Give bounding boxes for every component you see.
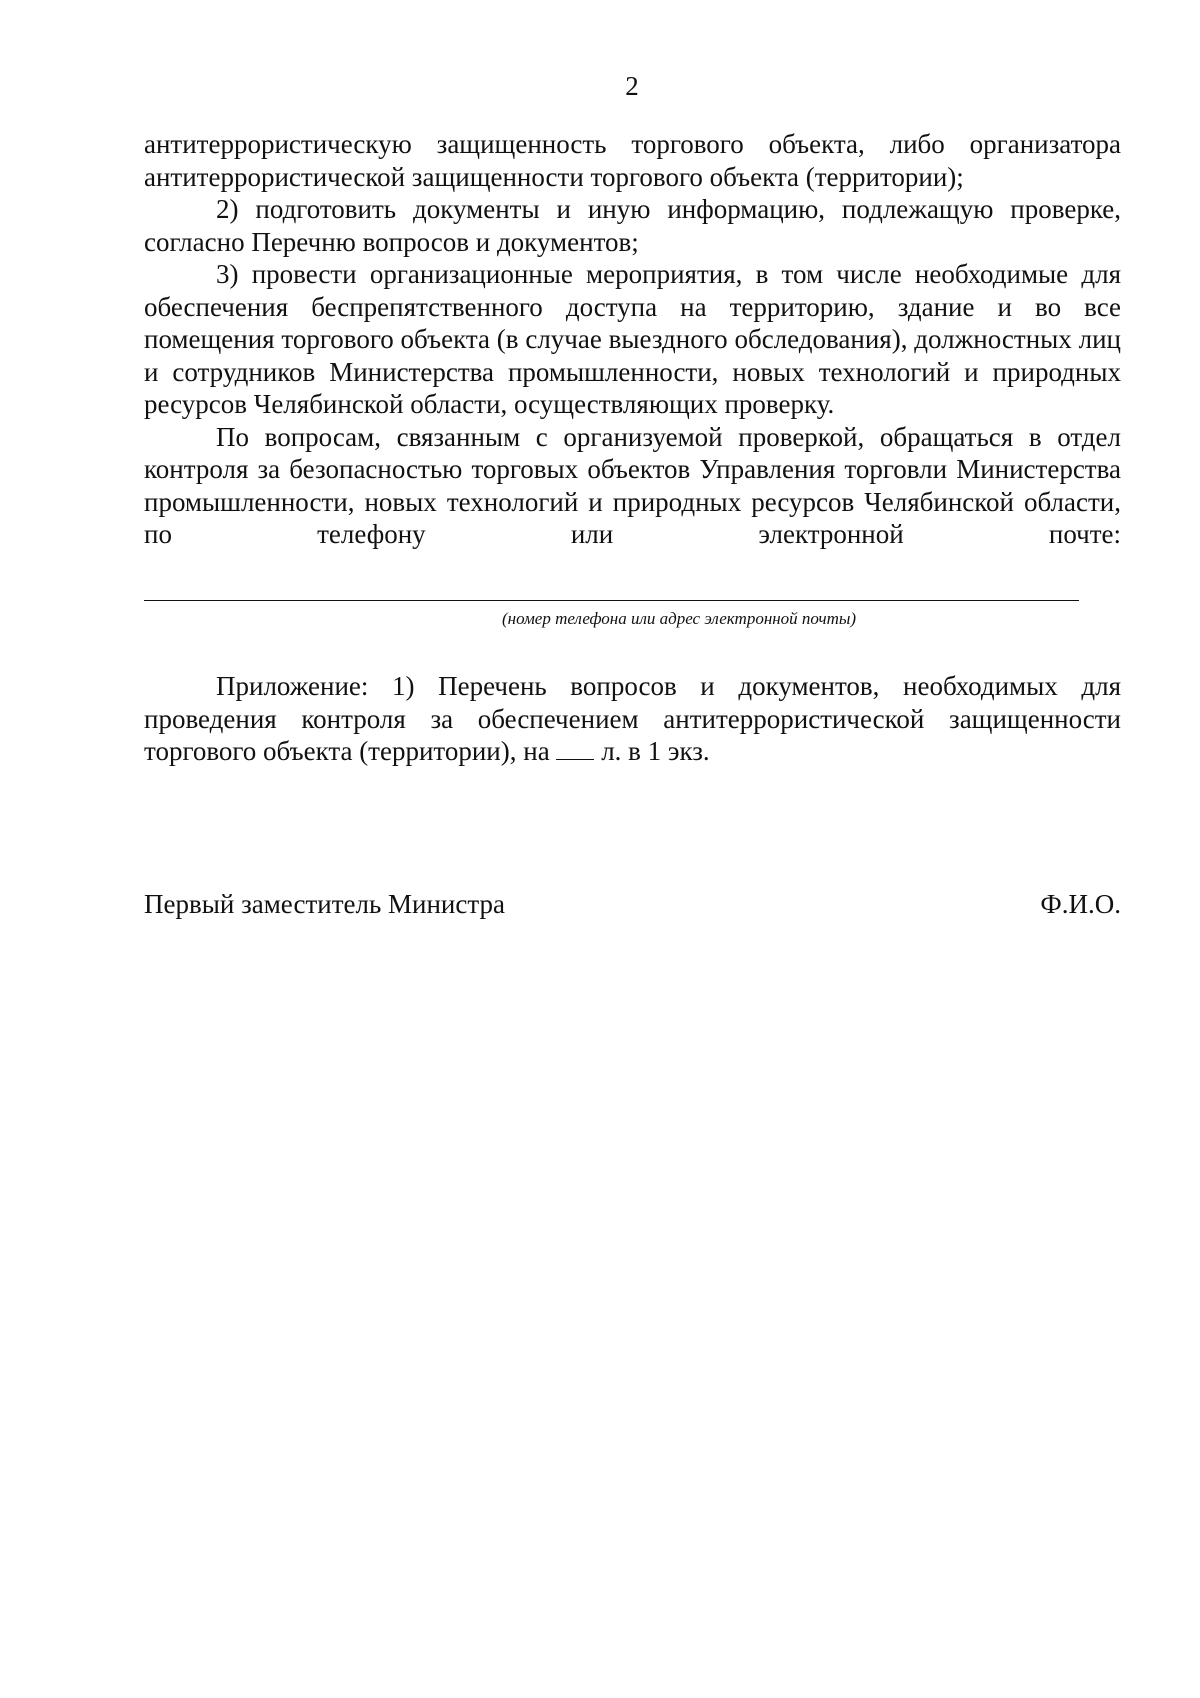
signatory-name: Ф.И.О.: [1040, 889, 1121, 919]
attachment-text: Приложение: 1) Перечень вопросов и документов, необходимых для проведения контроля за обеспечением антитеррористической защищенности торгового объекта (территории), на: [144, 671, 1121, 766]
paragraph-continuation: антитеррористическую защищенность торгового объекта, либо организатора антитеррористической защищенности торгового объекта (территории);: [144, 129, 1121, 192]
document-body: [144, 128, 1121, 551]
pages-count-blank: [556, 739, 594, 760]
paragraph-contact-info: По вопросам, связанным с организуемой проверкой, обращаться в отдел контроля за безопасностью торговых объектов Управления торговли Министерства промышленности, новых технологий и природных ресурсов Челябинской области, по телефону или электронной почте:: [144, 421, 1121, 549]
attachment-paragraph: [144, 670, 1121, 768]
contact-blank-line: [144, 600, 1079, 601]
contact-caption: (номер телефона или адрес электронной почты): [502, 609, 857, 628]
paragraph-item-3: 3) провести организационные мероприятия, в том числе необходимые для обеспечения беспрепятственного доступа на территорию, здание и во все помещения торгового объекта (в случае выездного обследования), должностных лиц и сотрудников Министерства промышленности, новых технологий и природных ресурсов Челябинской области, осуществляющих проверку.: [144, 259, 1121, 419]
paragraph-item-2: 2) подготовить документы и иную информацию, подлежащую проверке, согласно Перечню вопросов и документов;: [144, 194, 1121, 257]
attachment-note: [144, 670, 1121, 768]
attachment-text-end: л. в 1 экз.: [594, 736, 710, 766]
signatory-title: Первый заместитель Министра: [144, 889, 505, 919]
page-number: 2: [625, 71, 639, 101]
contact-field: [144, 600, 1079, 629]
